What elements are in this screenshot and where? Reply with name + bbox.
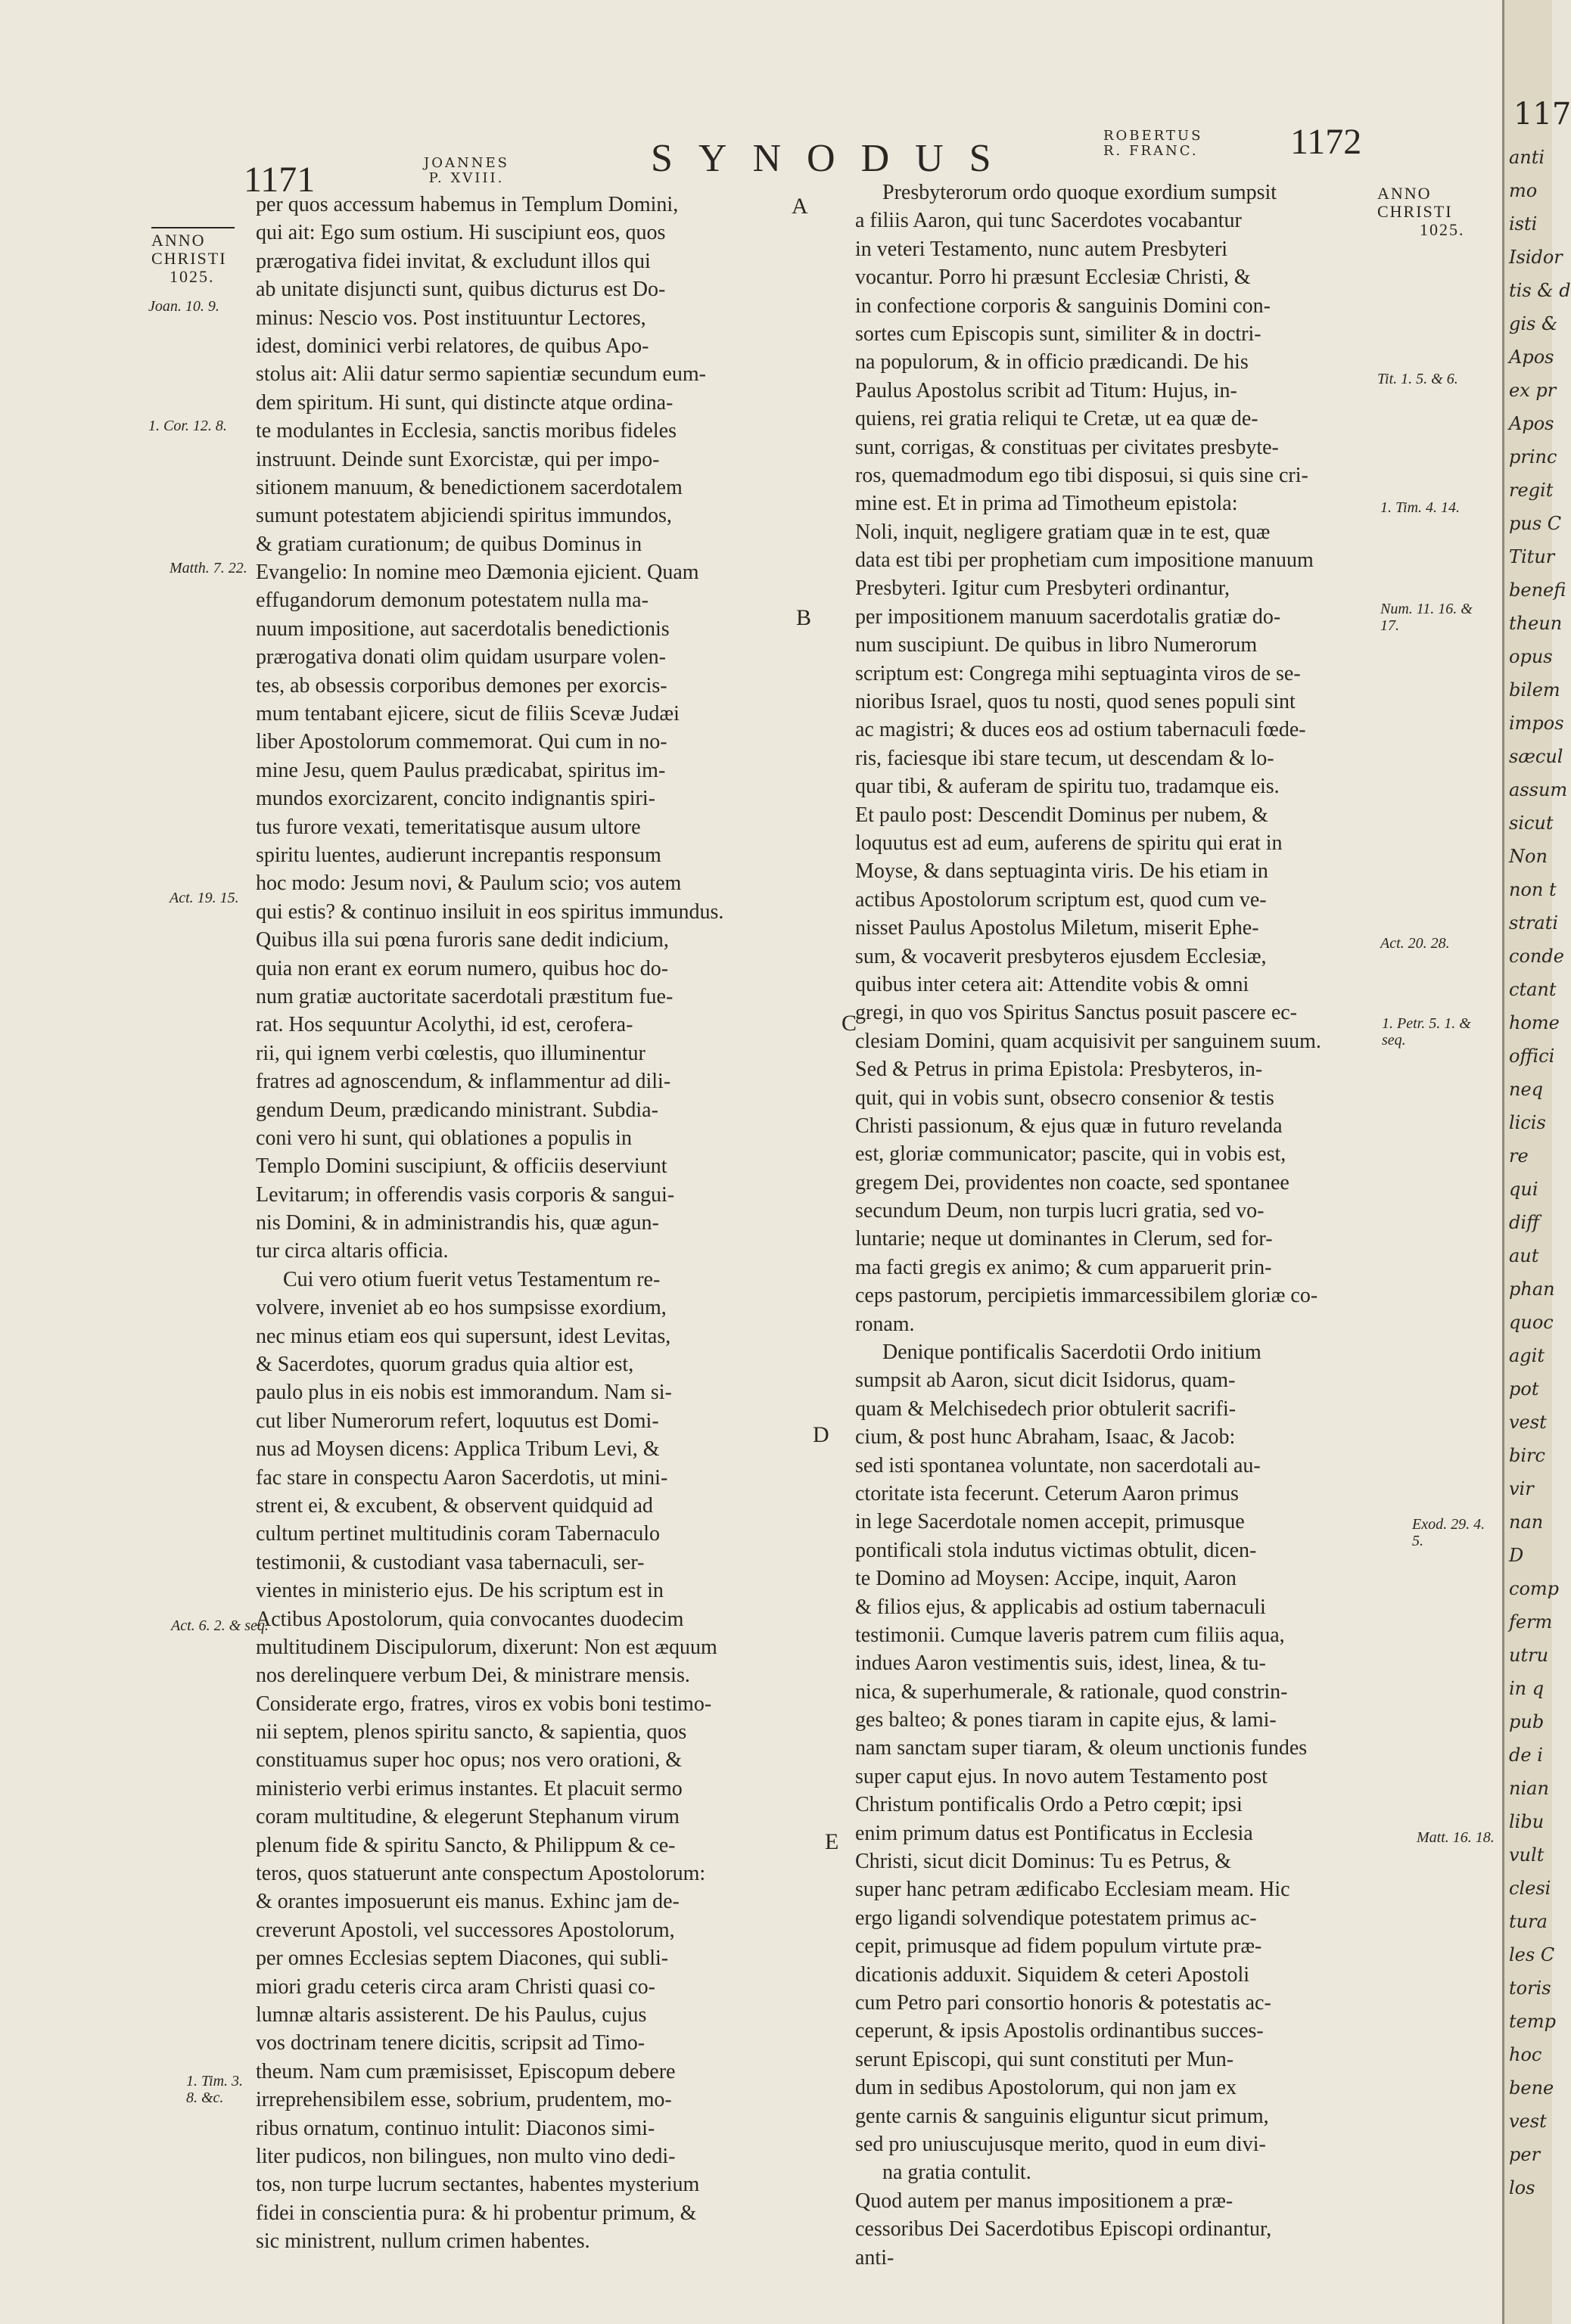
next-page-fragment: neq <box>1509 1079 1544 1100</box>
left-author-heading <box>424 156 509 186</box>
text-line: creverunt Apostoli, vel successores Apostolorum, <box>256 1918 675 1942</box>
text-line: & filios ejus, & applicabis ad ostium tabernaculi <box>855 1595 1266 1619</box>
text-line: sunt, corrigas, & constituas per civitates presbyte- <box>855 435 1279 459</box>
text-line: miori gradu ceteris circa aram Christi quasi co- <box>256 1974 655 1999</box>
next-page-fragment: toris <box>1509 1978 1551 1999</box>
text-line: prærogativa donati olim quidam usurpare volen- <box>256 645 666 670</box>
text-line: ceperunt, & ipsis Apostolis ordinantibus succes- <box>855 2019 1264 2043</box>
text-line: vientes in ministerio ejus. De his scriptum est in <box>256 1579 664 1603</box>
text-line: indues Aaron vestimentis suis, idest, linea, & tu- <box>855 1651 1266 1676</box>
text-line: clesiam Domini, quam acquisivit per sanguinem suum. <box>855 1029 1321 1053</box>
text-line: per omnes Ecclesias septem Diacones, qui subli- <box>256 1947 669 1971</box>
text-line: quit, qui in vobis sunt, obsecro consenior & testis <box>855 1086 1274 1110</box>
next-page-fragment: anti <box>1509 147 1545 168</box>
next-page-fragment: Titur <box>1509 546 1555 567</box>
text-line: volvere, inveniet ab eo hos sumpsisse exordium, <box>256 1296 667 1320</box>
text-line: cepit, primusque ad fidem populum virtute præ- <box>855 1934 1262 1959</box>
text-line: coram multitudine, & elegerunt Stephanum virum <box>256 1805 680 1829</box>
text-line: ges balteo; & pones tiaram in capite ejus, & lami- <box>855 1708 1277 1732</box>
text-line: coni vero hi sunt, qui oblationes a populis in <box>256 1126 632 1150</box>
text-line: per quos accessum habemus in Templum Domini, <box>256 193 679 216</box>
next-page-fragment: ferm <box>1509 1611 1553 1633</box>
text-line: Quibus illa sui pœna furoris sane dedit indicium, <box>256 928 669 952</box>
text-line: ergo ligandi solvendique potestatem primus ac- <box>855 1906 1257 1930</box>
text-line: secundum Deum, non turpis lucri gratia, sed vo- <box>855 1199 1265 1223</box>
next-page-fragment: agit <box>1509 1345 1545 1366</box>
text-line: Cui vero otium fuerit vetus Testamentum re- <box>283 1267 661 1291</box>
text-line: ris, faciesque ibi stare tecum, ut descendam & lo- <box>855 746 1274 770</box>
text-line: fratres ad agnoscendum, & inflammentur ad dili- <box>256 1070 671 1094</box>
next-page-fragment: assum <box>1509 779 1568 800</box>
text-line: nec minus etiam eos qui supersunt, idest Levitas, <box>256 1324 671 1348</box>
text-line: serunt Episcopi, qui sunt constituti per Mun- <box>855 2047 1234 2071</box>
text-line: loquutus est ad eum, auferens de spiritu qui erat in <box>855 831 1283 855</box>
next-page-fragment: per <box>1509 2144 1541 2165</box>
text-line: & gratiam curationum; de quibus Dominus in <box>256 532 642 556</box>
next-page-fragment: pot <box>1509 1378 1539 1400</box>
anno-year: 1025. <box>170 267 215 286</box>
next-page-fragment: isti <box>1509 213 1538 235</box>
text-line: gregi, in quo vos Spiritus Sanctus posuit pascere ec- <box>855 1001 1298 1025</box>
right-author-heading <box>1103 129 1202 159</box>
text-line: nioribus Israel, quos tu nosti, quod senes populi sint <box>855 690 1296 714</box>
text-line: Templo Domini suscipiunt, & officiis deserviunt <box>256 1154 667 1179</box>
next-page-fragment: conde <box>1509 946 1564 967</box>
next-page-fragment: vest <box>1509 2111 1547 2132</box>
margin-note: 1. Tim. 3. 8. &c. <box>186 2073 244 2106</box>
text-line: tos, non turpe lucrum sectantes, habentes mysterium <box>256 2173 700 2197</box>
next-page-fragment: libu <box>1509 1811 1545 1832</box>
right-page-number: 1172 <box>1290 122 1362 162</box>
text-line: data est tibi per prophetiam cum impositione manuum <box>855 548 1314 573</box>
next-page-fragment: Apos <box>1509 346 1554 368</box>
next-page-fragment: los <box>1509 2177 1535 2198</box>
next-page-fragment: Apos <box>1509 413 1554 434</box>
next-page-fragment: re <box>1509 1145 1529 1167</box>
anno-year: 1025. <box>1420 220 1465 239</box>
margin-note: Act. 20. 28. <box>1380 935 1450 952</box>
text-line: Considerate ergo, fratres, viros ex vobis boni testimo- <box>256 1692 712 1716</box>
next-page-fragment: nian <box>1509 1778 1549 1799</box>
text-line: cium, & post hunc Abraham, Isaac, & Jacob: <box>855 1425 1236 1449</box>
next-page-fragment: les C <box>1509 1944 1555 1965</box>
next-page-fragment: impos <box>1509 713 1564 734</box>
next-page-fragment: vest <box>1509 1412 1547 1433</box>
text-line: idest, dominici verbi relatores, de quibus Apo- <box>256 334 649 358</box>
left-author-sub: P. XVIII. <box>428 170 505 186</box>
text-line: testimonii, & custodiant vasa tabernaculi, ser- <box>256 1550 645 1574</box>
text-line: tus furore vexati, temeritatisque ausum ultore <box>256 815 641 839</box>
next-page-fragment: tura <box>1509 1911 1548 1932</box>
next-page-fragment: tis & d <box>1509 280 1571 301</box>
text-line: mundos exorcizarent, concito indignantis spiri- <box>256 787 655 811</box>
next-page-number: 117 <box>1513 97 1571 132</box>
text-line: & orantes imposuerunt eis manus. Exhinc jam de- <box>256 1890 680 1914</box>
text-line: nus ad Moysen dicens: Applica Tribum Levi, & <box>256 1437 660 1462</box>
text-line: super hanc petram ædificabo Ecclesiam meam. Hic <box>855 1878 1290 1902</box>
next-page-fragment: in q <box>1509 1678 1545 1699</box>
text-line: hoc modo: Jesum novi, & Paulum scio; vos autem <box>256 872 682 896</box>
next-page-fragment: aut <box>1509 1245 1539 1266</box>
text-line: dem spiritum. Hi sunt, qui distincte atque ordina- <box>256 390 674 415</box>
next-page-fragment: benefi <box>1509 579 1566 601</box>
text-line: & Sacerdotes, quorum gradus quia altior est, <box>256 1353 634 1377</box>
text-line: sic ministrent, nullum crimen habentes. <box>256 2229 590 2254</box>
text-line: Actibus Apostolorum, quia convocantes duodecim <box>256 1607 684 1631</box>
text-line: ma facti gregis ex animo; & cum apparuerit prin- <box>855 1255 1272 1279</box>
text-line: ronam. <box>855 1312 915 1336</box>
next-page-fragment: birc <box>1509 1445 1545 1466</box>
text-line: stolus ait: Alii datur sermo sapientiæ secundum eum- <box>256 362 706 387</box>
text-line: minus: Nescio vos. Post instituuntur Lectores, <box>256 306 646 330</box>
text-line: luntarie; neque ut dominantes in Clerum, sed for- <box>855 1227 1273 1251</box>
text-line: Christi passionum, & ejus quæ in futuro revelanda <box>855 1114 1283 1138</box>
text-line: mine Jesu, quem Paulus prædicabat, spiritus im- <box>256 758 666 782</box>
text-line: scriptum est: Congrega mihi septuaginta viros de se- <box>855 661 1301 685</box>
text-line: enim primum datus est Pontificatus in Ecclesia <box>855 1821 1253 1845</box>
text-line: qui estis? & continuo insiluit in eos spiritus immundus. <box>256 899 724 924</box>
next-page-fragment: licis <box>1509 1112 1546 1133</box>
text-line: ac magistri; & duces eos ad ostium tabernaculi fœde- <box>855 718 1306 742</box>
margin-note: 1. Tim. 4. 14. <box>1380 499 1461 516</box>
text-line: cultum pertinet multitudinis coram Tabernaculo <box>256 1522 661 1546</box>
text-line: num suscipiunt. De quibus in libro Numerorum <box>855 633 1258 657</box>
section-letter-a: A <box>792 194 808 219</box>
text-line: actibus Apostolorum scriptum est, quod cum ve- <box>855 887 1267 912</box>
text-line: nis Domini, & in administrandis his, quæ agun- <box>256 1211 659 1235</box>
text-line: lumnæ altaris assisterent. De his Paulus, cujus <box>256 2003 647 2027</box>
left-author-name: JOANNES <box>424 155 509 171</box>
text-line: est, gloriæ communicator; pascite, qui in vobis est, <box>855 1142 1286 1167</box>
text-line: ministerio verbi erimus instantes. Et placuit sermo <box>256 1776 683 1800</box>
text-line: sed isti spontanea voluntate, non sacerdotali au- <box>855 1453 1261 1477</box>
right-text-column <box>855 179 1376 2272</box>
text-line: per impositionem manuum sacerdotalis gratiæ do- <box>855 604 1281 629</box>
next-page-fragment: quoc <box>1509 1312 1554 1333</box>
running-title: SYNODUS <box>651 137 1017 180</box>
next-page-fragment: nan <box>1509 1512 1544 1533</box>
text-line: rat. Hos sequuntur Acolythi, id est, ceroferа- <box>256 1013 633 1037</box>
margin-note: Act. 19. 15. <box>170 890 239 906</box>
next-page-fragment: qui <box>1509 1179 1538 1200</box>
text-line: cum Petro pari consortio honoris & potestatis ac- <box>855 1991 1271 2015</box>
anno-box-right <box>1377 185 1465 239</box>
anno-christi: CHRISTI <box>1377 202 1453 221</box>
next-page-fragment: utru <box>1509 1645 1549 1666</box>
text-line: Evangelio: In nomine meo Dæmonia ejicient. Quam <box>256 561 699 585</box>
text-line: na populorum, & in officio prædicandi. De his <box>855 350 1249 374</box>
next-page-fragment: pub <box>1509 1711 1545 1732</box>
text-line: pontificali stola indutus victimas obtulit, dicen- <box>855 1538 1257 1562</box>
next-page-fragment: sicut <box>1509 812 1554 834</box>
next-page-fragment: diff <box>1509 1212 1540 1233</box>
text-line: te Domino ad Moysen: Accipe, inquit, Aaron <box>855 1567 1237 1591</box>
next-page-fragment: D <box>1509 1545 1524 1566</box>
text-line: Christum pontificalis Ordo a Petro cœpit; ipsi <box>855 1793 1243 1817</box>
text-line: prærogativa fidei invitat, & excludunt illos qui <box>256 249 651 273</box>
margin-note: Joan. 10. 9. <box>148 298 219 315</box>
text-line: quibus inter cetera ait: Attendite vobis & omni <box>855 972 1249 996</box>
text-line: Quod autem per manus impositionem a præ- <box>855 2189 1233 2213</box>
text-line: te modulantes in Ecclesia, sanctis moribus fideles <box>256 419 677 443</box>
text-line: quar tibi, & auferam de spiritu tuo, tradamque eis. <box>855 775 1280 799</box>
next-page-fragment: Non <box>1509 846 1548 867</box>
text-line: num gratiæ auctoritate sacerdotali præstitum fue- <box>256 984 674 1008</box>
anno-christi: CHRISTI <box>151 249 227 268</box>
text-line: constituamus super hoc opus; nos vero orationi, & <box>256 1748 683 1773</box>
next-page-fragment: pus C <box>1509 513 1562 534</box>
next-page-fragment: vult <box>1509 1844 1545 1866</box>
text-line: quam & Melchisedech prior obtulerit sacrifi- <box>855 1397 1237 1421</box>
text-line: Christi, sicut dicit Dominus: Tu es Petrus, & <box>855 1850 1232 1874</box>
text-line: super caput ejus. In novo autem Testamento post <box>855 1764 1268 1788</box>
text-line: tur circa altaris officia. <box>256 1239 449 1263</box>
text-line: effugandorum demonum potestatem nulla ma- <box>256 589 649 613</box>
text-line: dicationis adduxit. Siquidem & ceteri Apostoli <box>855 1962 1250 1987</box>
text-line: Moyse, & dans septuaginta viris. De his etiam in <box>855 859 1268 884</box>
next-page-fragment: hoc <box>1509 2044 1542 2065</box>
text-line: Denique pontificalis Sacerdotii Ordo initium <box>882 1341 1261 1365</box>
next-page-fragment: bilem <box>1509 679 1560 701</box>
text-line: ros, quemadmodum ego tibi disposui, si quis sine cri- <box>855 463 1308 487</box>
next-page-fragment: gis & <box>1509 313 1558 334</box>
next-page-fragment: temp <box>1509 2011 1556 2032</box>
text-line: sumunt potestatem abjiciendi spiritus immundos, <box>256 504 672 528</box>
margin-note: Tit. 1. 5. & 6. <box>1377 371 1458 387</box>
text-line: sumpsit ab Aaron, sicut dicit Isidorus, quam- <box>855 1369 1236 1393</box>
left-text-column <box>256 191 805 2256</box>
next-page-edge <box>1502 0 1571 2324</box>
text-line: paulo plus in eis nobis est immorandum. Nam si- <box>256 1381 672 1405</box>
text-line: ab unitate disjuncti sunt, quibus dicturus est Do- <box>256 278 666 302</box>
margin-note: Act. 6. 2. & seq. <box>171 1617 269 1634</box>
text-line: cut liber Numerorum refert, loquutus est Domi- <box>256 1409 659 1433</box>
text-line: gregem Dei, providentes non coacte, sed spontanee <box>855 1170 1289 1195</box>
margin-note: 1. Cor. 12. 8. <box>148 418 227 434</box>
text-line: ctoritate ista fecerunt. Ceterum Aaron primus <box>855 1481 1239 1505</box>
text-line: ceps pastorum, percipietis immarcessibilem gloriæ co- <box>855 1284 1318 1308</box>
text-line: fac stare in conspectu Aaron Sacerdotis, ut mini- <box>256 1465 668 1490</box>
text-line: rii, qui ignem verbi cœlestis, quo illuminentur <box>256 1041 646 1065</box>
text-line: Sed & Petrus in prima Epistola: Presbyteros, in- <box>855 1058 1263 1082</box>
section-letter-c: C <box>841 1011 857 1036</box>
text-line: instruunt. Deinde sunt Exorcistæ, qui per impo- <box>256 447 660 471</box>
text-line: sum, & vocaverit presbyteros ejusdem Ecclesiæ, <box>855 944 1267 968</box>
margin-note: Num. 11. 16. & 17. <box>1380 601 1473 634</box>
text-line: teros, quos statuerunt ante conspectum Apostolorum: <box>256 1862 706 1886</box>
anno-box-left <box>151 225 235 286</box>
next-page-fragment: phan <box>1509 1279 1555 1300</box>
text-line: na gratia contulit. <box>882 2161 1031 2185</box>
right-author-sub: R. FRANC. <box>1103 143 1199 159</box>
margin-note: Matth. 7. 22. <box>170 560 247 576</box>
text-line: ribus ornatum, continuo intulit: Diaconos simi- <box>256 2116 655 2140</box>
text-line: spiritu luentes, audierunt increpantis responsum <box>256 843 661 867</box>
text-line: multitudinem Discipulorum, dixerunt: Non est æquum <box>256 1635 717 1659</box>
text-line: qui ait: Ego sum ostium. Hi suscipiunt eos, quos <box>256 221 666 245</box>
text-line: Paulus Apostolus scribit ad Titum: Hujus, in- <box>855 378 1237 402</box>
text-line: testimonii. Cumque laveris patrem cum filiis aqua, <box>855 1623 1285 1647</box>
text-line: Presbyterorum ordo quoque exordium sumpsit <box>882 181 1277 204</box>
text-line: tes, ab obsessis corporibus demones per exorcis- <box>256 673 667 698</box>
text-line: dum in sedibus Apostolorum, qui non jam ex <box>855 2076 1237 2100</box>
next-page-fragment: comp <box>1509 1578 1560 1599</box>
next-page-fragment: strati <box>1509 912 1559 934</box>
next-page-fragment: sæcul <box>1509 746 1563 767</box>
anno-label: ANNO <box>151 231 206 250</box>
margin-note: Matt. 16. 18. <box>1417 1829 1495 1846</box>
text-line: vocantur. Porro hi præsunt Ecclesiæ Christi, & <box>855 266 1251 290</box>
text-line: anti- <box>855 2245 894 2270</box>
text-line: nuum impositione, aut sacerdotalis benedictionis <box>256 617 670 641</box>
margin-note: Exod. 29. 4. 5. <box>1412 1516 1485 1549</box>
text-line: nos derelinquere verbum Dei, & ministrare mensis. <box>256 1664 690 1688</box>
next-page-fragment: mo <box>1509 180 1538 201</box>
text-line: sitionem manuum, & benedictionem sacerdotalem <box>256 475 683 499</box>
section-letter-b: B <box>796 605 812 630</box>
text-line: nisset Paulus Apostolus Miletum, miserit Ephe- <box>855 916 1259 940</box>
next-page-fragment: home <box>1509 1012 1560 1033</box>
anno-rule <box>151 227 235 228</box>
text-line: quiens, rei gratia reliqui te Cretæ, ut ea quæ de- <box>855 407 1258 431</box>
text-line: Et paulo post: Descendit Dominus per nubem, & <box>855 803 1268 827</box>
text-line: in veteri Testamento, nunc autem Presbyteri <box>855 237 1228 261</box>
text-line: liber Apostolorum commemorat. Qui cum in no- <box>256 730 667 754</box>
text-line: mine est. Et in prima ad Timotheum epistola: <box>855 492 1238 516</box>
next-page-fragment: bene <box>1509 2077 1554 2099</box>
text-line: sortes cum Episcopis sunt, similiter & in doctri- <box>855 322 1261 346</box>
anno-label: ANNO <box>1377 184 1432 203</box>
text-line: fidei in conscientia pura: & hi probentur primum, & <box>256 2201 697 2225</box>
text-line: gente carnis & sanguinis eliguntur sicut primum, <box>855 2104 1269 2128</box>
next-page-fragment: de i <box>1509 1745 1543 1766</box>
text-line: cessoribus Dei Sacerdotibus Episcopi ordinantur, <box>855 2217 1272 2242</box>
section-letter-d: D <box>813 1422 829 1447</box>
next-page-fragment: opus <box>1509 646 1553 667</box>
text-line: theum. Nam cum præmisisset, Episcopum debere <box>256 2059 676 2083</box>
text-line: strent ei, & excubent, & observent quidquid ad <box>256 1493 653 1518</box>
next-page-fragment: offici <box>1509 1045 1555 1067</box>
text-line: mum tentabant ejicere, sicut de filiis Scevæ Judæi <box>256 702 680 726</box>
text-line: gendum Deum, prædicando ministrant. Subdia- <box>256 1098 658 1122</box>
next-page-fragment: Isidor <box>1509 247 1563 268</box>
text-line: plenum fide & spiritu Sancto, & Philippum & ce- <box>256 1833 676 1857</box>
text-line: in lege Sacerdotale nomen accepit, primusque <box>855 1510 1245 1534</box>
margin-note: 1. Petr. 5. 1. & seq. <box>1382 1015 1471 1049</box>
next-page-fragment: vir <box>1509 1478 1534 1499</box>
text-line: vos doctrinam tenere dicitis, scripsit ad Timo- <box>256 2031 646 2055</box>
text-line: irreprehensibilem esse, sobrium, prudentem, mo- <box>256 2088 672 2112</box>
text-line: liter pudicos, non bilingues, non multo vino dedi- <box>256 2144 676 2168</box>
text-line: nica, & superhumerale, & rationale, quod constrin- <box>855 1679 1288 1704</box>
next-page-fragment: ctant <box>1509 979 1557 1000</box>
text-line: Presbyteri. Igitur cum Presbyteri ordinantur, <box>855 576 1230 601</box>
next-page-fragment: ex pr <box>1509 380 1557 401</box>
text-line: nam sanctam super tiaram, & oleum unctionis fundes <box>855 1736 1308 1760</box>
next-page-fragment: non t <box>1509 879 1557 900</box>
next-page-fragment: theun <box>1509 613 1563 634</box>
text-line: quia non erant ex eorum numero, quibus hoc do- <box>256 956 669 980</box>
text-line: a filiis Aaron, qui tunc Sacerdotes vocabantur <box>855 209 1242 233</box>
text-line: sed pro uniuscujusque merito, quod in eum divi- <box>855 2132 1266 2156</box>
next-page-fragment: princ <box>1509 446 1557 468</box>
text-line: Noli, inquit, negligere gratiam quæ in te est, quæ <box>855 520 1271 544</box>
next-page-fragment: regit <box>1509 480 1554 501</box>
text-line: nii septem, plenos spiritu sancto, & sapientia, quos <box>256 1720 687 1745</box>
right-author-name: ROBERTUS <box>1103 128 1203 144</box>
text-line: Levitarum; in offerendis vasis corporis & sangui- <box>256 1182 675 1207</box>
text-line: in confectione corporis & sanguinis Domini con- <box>855 294 1271 318</box>
next-page-fragment: clesi <box>1509 1878 1551 1899</box>
section-letter-e: E <box>825 1829 839 1854</box>
left-page-number: 1171 <box>244 160 316 200</box>
